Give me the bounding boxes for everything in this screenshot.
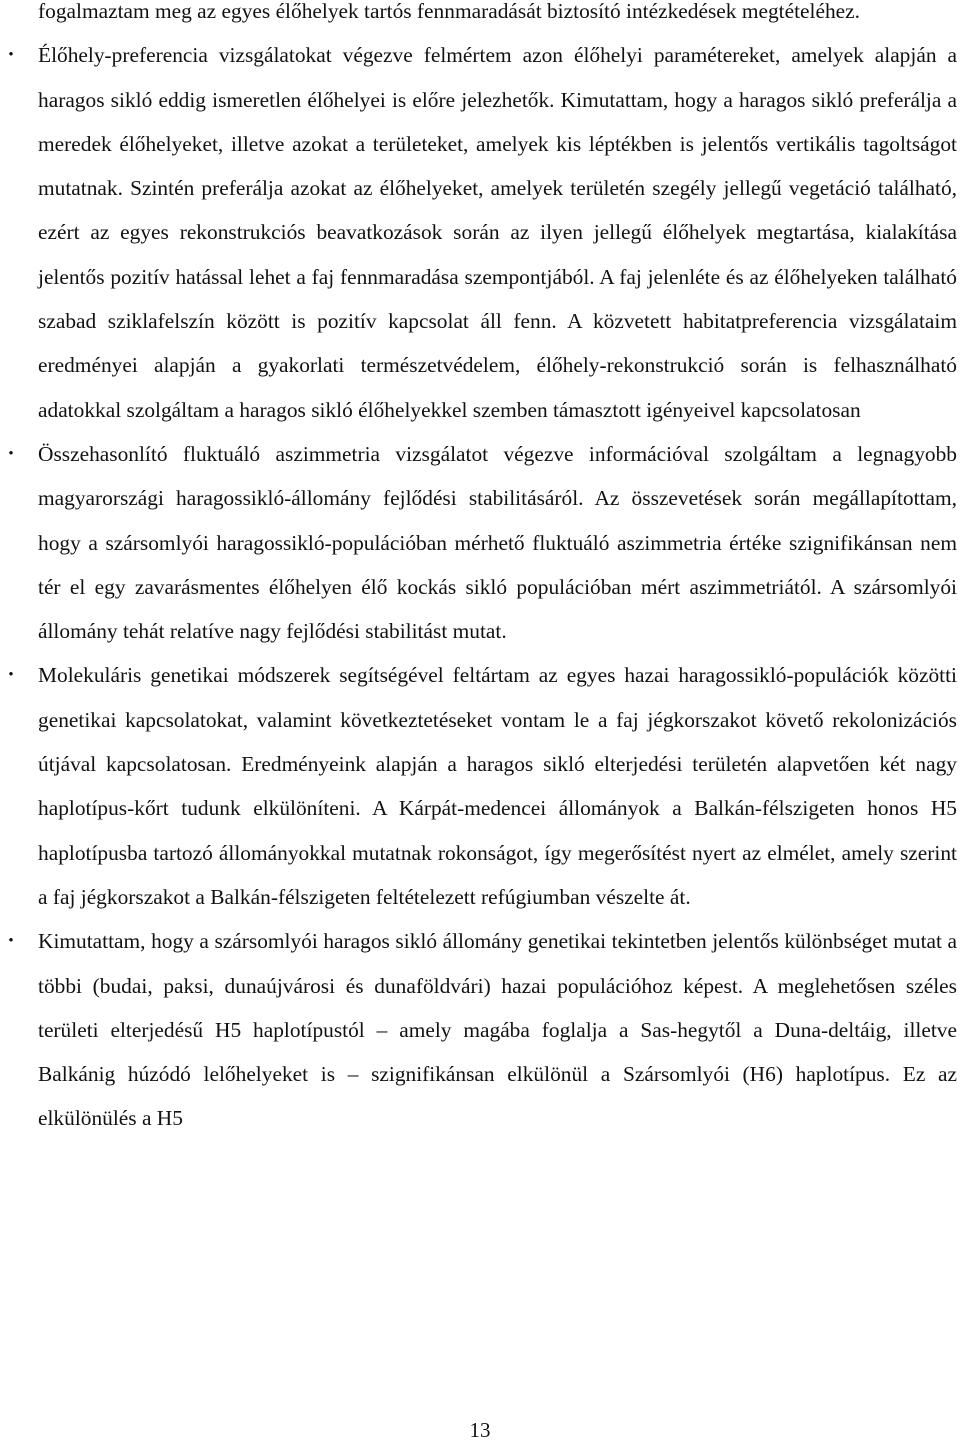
- intro-paragraph: fogalmaztam meg az egyes élőhelyek tartós fennmaradását biztosító intézkedések megtételéhez.: [38, 0, 860, 23]
- list-item-text: Molekuláris genetikai módszerek segítségével feltártam az egyes hazai haragossikló-populációk közötti genetikai kapcsolatokat, valamint következtetéseket vontam le a faj jégkorszakot követő rekolonizációs útjával kapcsolatosan. Eredményeink alapján a haragos sikló elterjedési területén alapvetően két nagy haplotípus-kőrt tudunk elkülöníteni. A Kárpát-medencei állományok a Balkán-félszigeten honos H5 haplotípusba tartozó állományokkal mutatnak rokonságot, így megerősítést nyert az elmélet, amely szerint a faj jégkorszakot a Balkán-félszigeten feltételezett refúgiumban vészelte át.: [38, 663, 957, 909]
- page-number: 13: [469, 1418, 491, 1442]
- findings-list: [8, 33, 957, 1140]
- bullet-icon: •: [8, 445, 14, 462]
- body-text: [8, 0, 957, 1141]
- bullet-icon: •: [8, 47, 14, 64]
- bullet-icon: •: [8, 667, 14, 684]
- list-item-text: Élőhely-preferencia vizsgálatokat végezve felmértem azon élőhelyi paramétereket, amelyek alapján a haragos sikló eddig ismeretlen élőhelyei is előre jelezhetők. Kimutattam, hogy a haragos sikló preferálja a meredek élőhelyeket, illetve azokat a területeket, amelyek kis léptékben is jelentős vertikális tagoltságot mutatnak. Szintén preferálja azokat az élőhelyeket, amelyek területén szegély jellegű vegetáció található, ezért az egyes rekonstrukciós beavatkozások során az ilyen jellegű élőhelyek megtartása, kialakítása jelentős pozitív hatással lehet a faj fennmaradása szempontjából. A faj jelenléte és az élőhelyeken található szabad sziklafelszín között is pozitív kapcsolat áll fenn. A közvetett habitatpreferencia vizsgálataim eredményei alapján a gyakorlati természetvédelem, élőhely-rekonstrukció során is felhasználható adatokkal szolgáltam a haragos sikló élőhelyekkel szemben támasztott igényeivel kapcsolatosan: [38, 43, 957, 422]
- list-item: [8, 653, 957, 919]
- list-item-text: Összehasonlító fluktuáló aszimmetria vizsgálatot végezve információval szolgáltam a legnagyobb magyarországi haragossikló-állomány fejlődési stabilitásáról. Az összevetések során megállapítottam, hogy a szársomlyói haragossikló-populációban mérhető fluktuáló aszimmetria értéke szignifikánsan nem tér el egy zavarásmentes élőhelyen élő kockás sikló populációban mért aszimmetriától. A szársomlyói állomány tehát relatíve nagy fejlődési stabilitást mutat.: [38, 441, 957, 644]
- list-item: [8, 432, 957, 653]
- list-item-text: Kimutattam, hogy a szársomlyói haragos sikló állomány genetikai tekintetben jelentős különbséget mutat a többi (budai, paksi, dunaújvárosi és dunaföldvári) hazai populációhoz képest. A meglehetősen széles területi elterjedésű H5 haplotípustól – amely magába foglalja a Sas-hegytől a Duna-deltáig, illetve Balkánig húzódó lelőhelyeket is – szignifikánsan elkülönül a Szársomlyói (H6) haplotípus. Ez az elkülönülés a H5: [38, 929, 957, 1131]
- bullet-icon: •: [8, 933, 14, 950]
- list-item: [8, 919, 957, 1140]
- list-item: [8, 33, 957, 432]
